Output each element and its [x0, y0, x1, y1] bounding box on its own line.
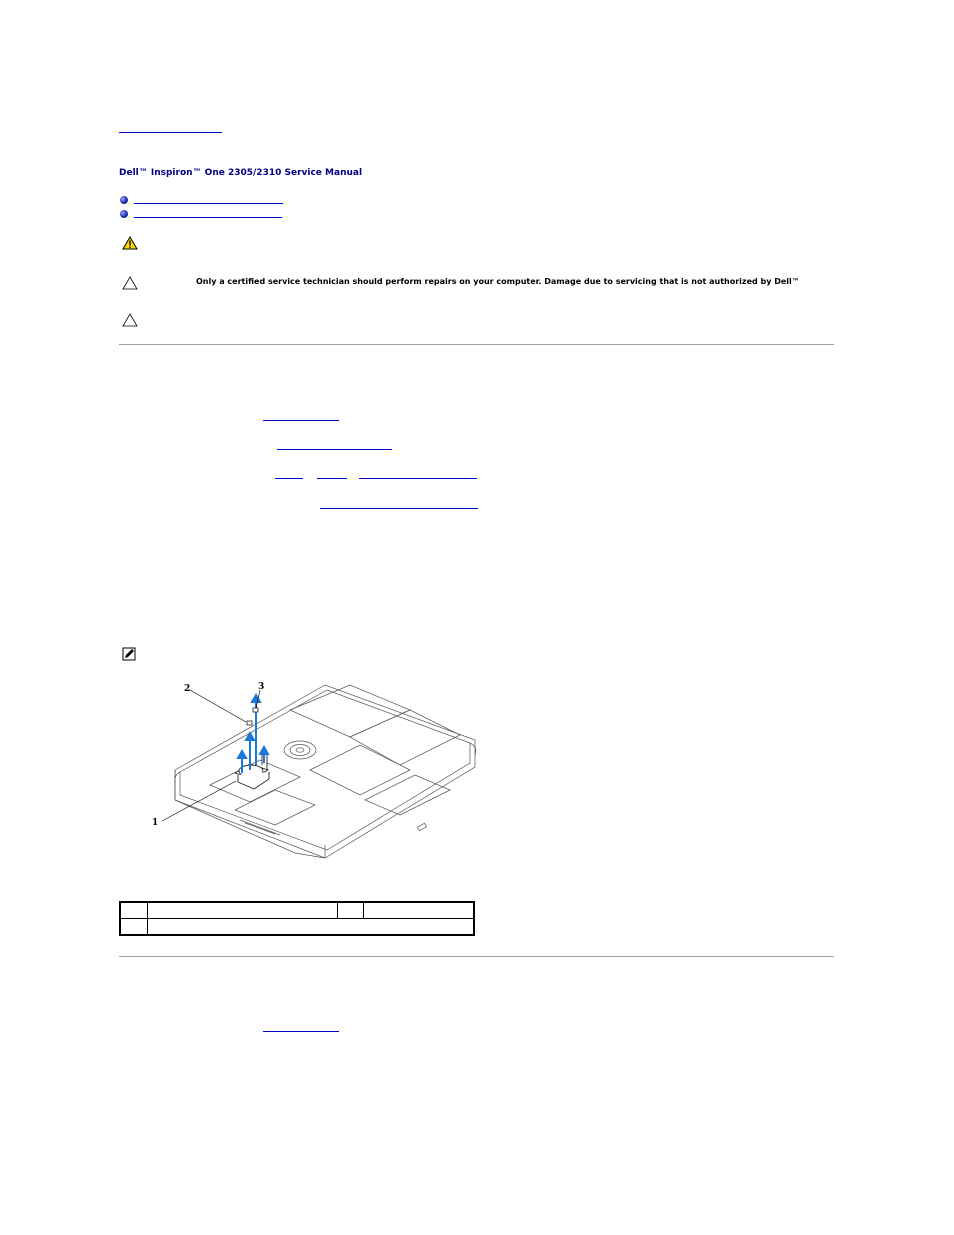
- procedure-link-2[interactable]: [277, 441, 392, 450]
- table-cell: [120, 919, 148, 936]
- callout-label-2: 2: [184, 684, 191, 694]
- caution-triangle-icon: [122, 313, 138, 327]
- procedure-link-1[interactable]: [263, 412, 339, 421]
- toc-link-1[interactable]: [134, 195, 283, 204]
- table-row: [120, 919, 474, 936]
- table-cell: [148, 919, 475, 936]
- table-cell: [364, 902, 475, 919]
- table-cell: [148, 902, 338, 919]
- callout-table: [119, 901, 475, 936]
- bullet-icon: [120, 210, 128, 218]
- note-pencil-icon: [122, 647, 136, 661]
- warning-triangle-icon: [122, 236, 138, 250]
- procedure-link-3a[interactable]: [275, 470, 303, 479]
- callout-label-3: 3: [258, 682, 265, 692]
- section-divider: [119, 344, 834, 345]
- manual-title: Dell™ Inspiron™ One 2305/2310 Service Manual: [119, 168, 363, 178]
- removal-illustration: [150, 675, 480, 867]
- section-divider: [119, 956, 834, 957]
- caution-triangle-icon: [122, 276, 138, 290]
- toc-link-2[interactable]: [134, 209, 282, 218]
- table-cell: [338, 902, 364, 919]
- table-row: [120, 902, 474, 919]
- procedure-link-5[interactable]: [263, 1023, 339, 1032]
- caution-text: Only a certified service technician should perform repairs on your computer. Damage due to servicing that is not authorized by Dell™: [196, 277, 800, 286]
- callout-label-1: 1: [152, 818, 159, 828]
- bullet-icon: [120, 196, 128, 204]
- procedure-link-3b[interactable]: [317, 470, 347, 479]
- procedure-link-3c[interactable]: [359, 470, 477, 479]
- procedure-link-4[interactable]: [320, 500, 478, 509]
- back-to-contents-link[interactable]: [119, 122, 222, 133]
- table-cell: [120, 902, 148, 919]
